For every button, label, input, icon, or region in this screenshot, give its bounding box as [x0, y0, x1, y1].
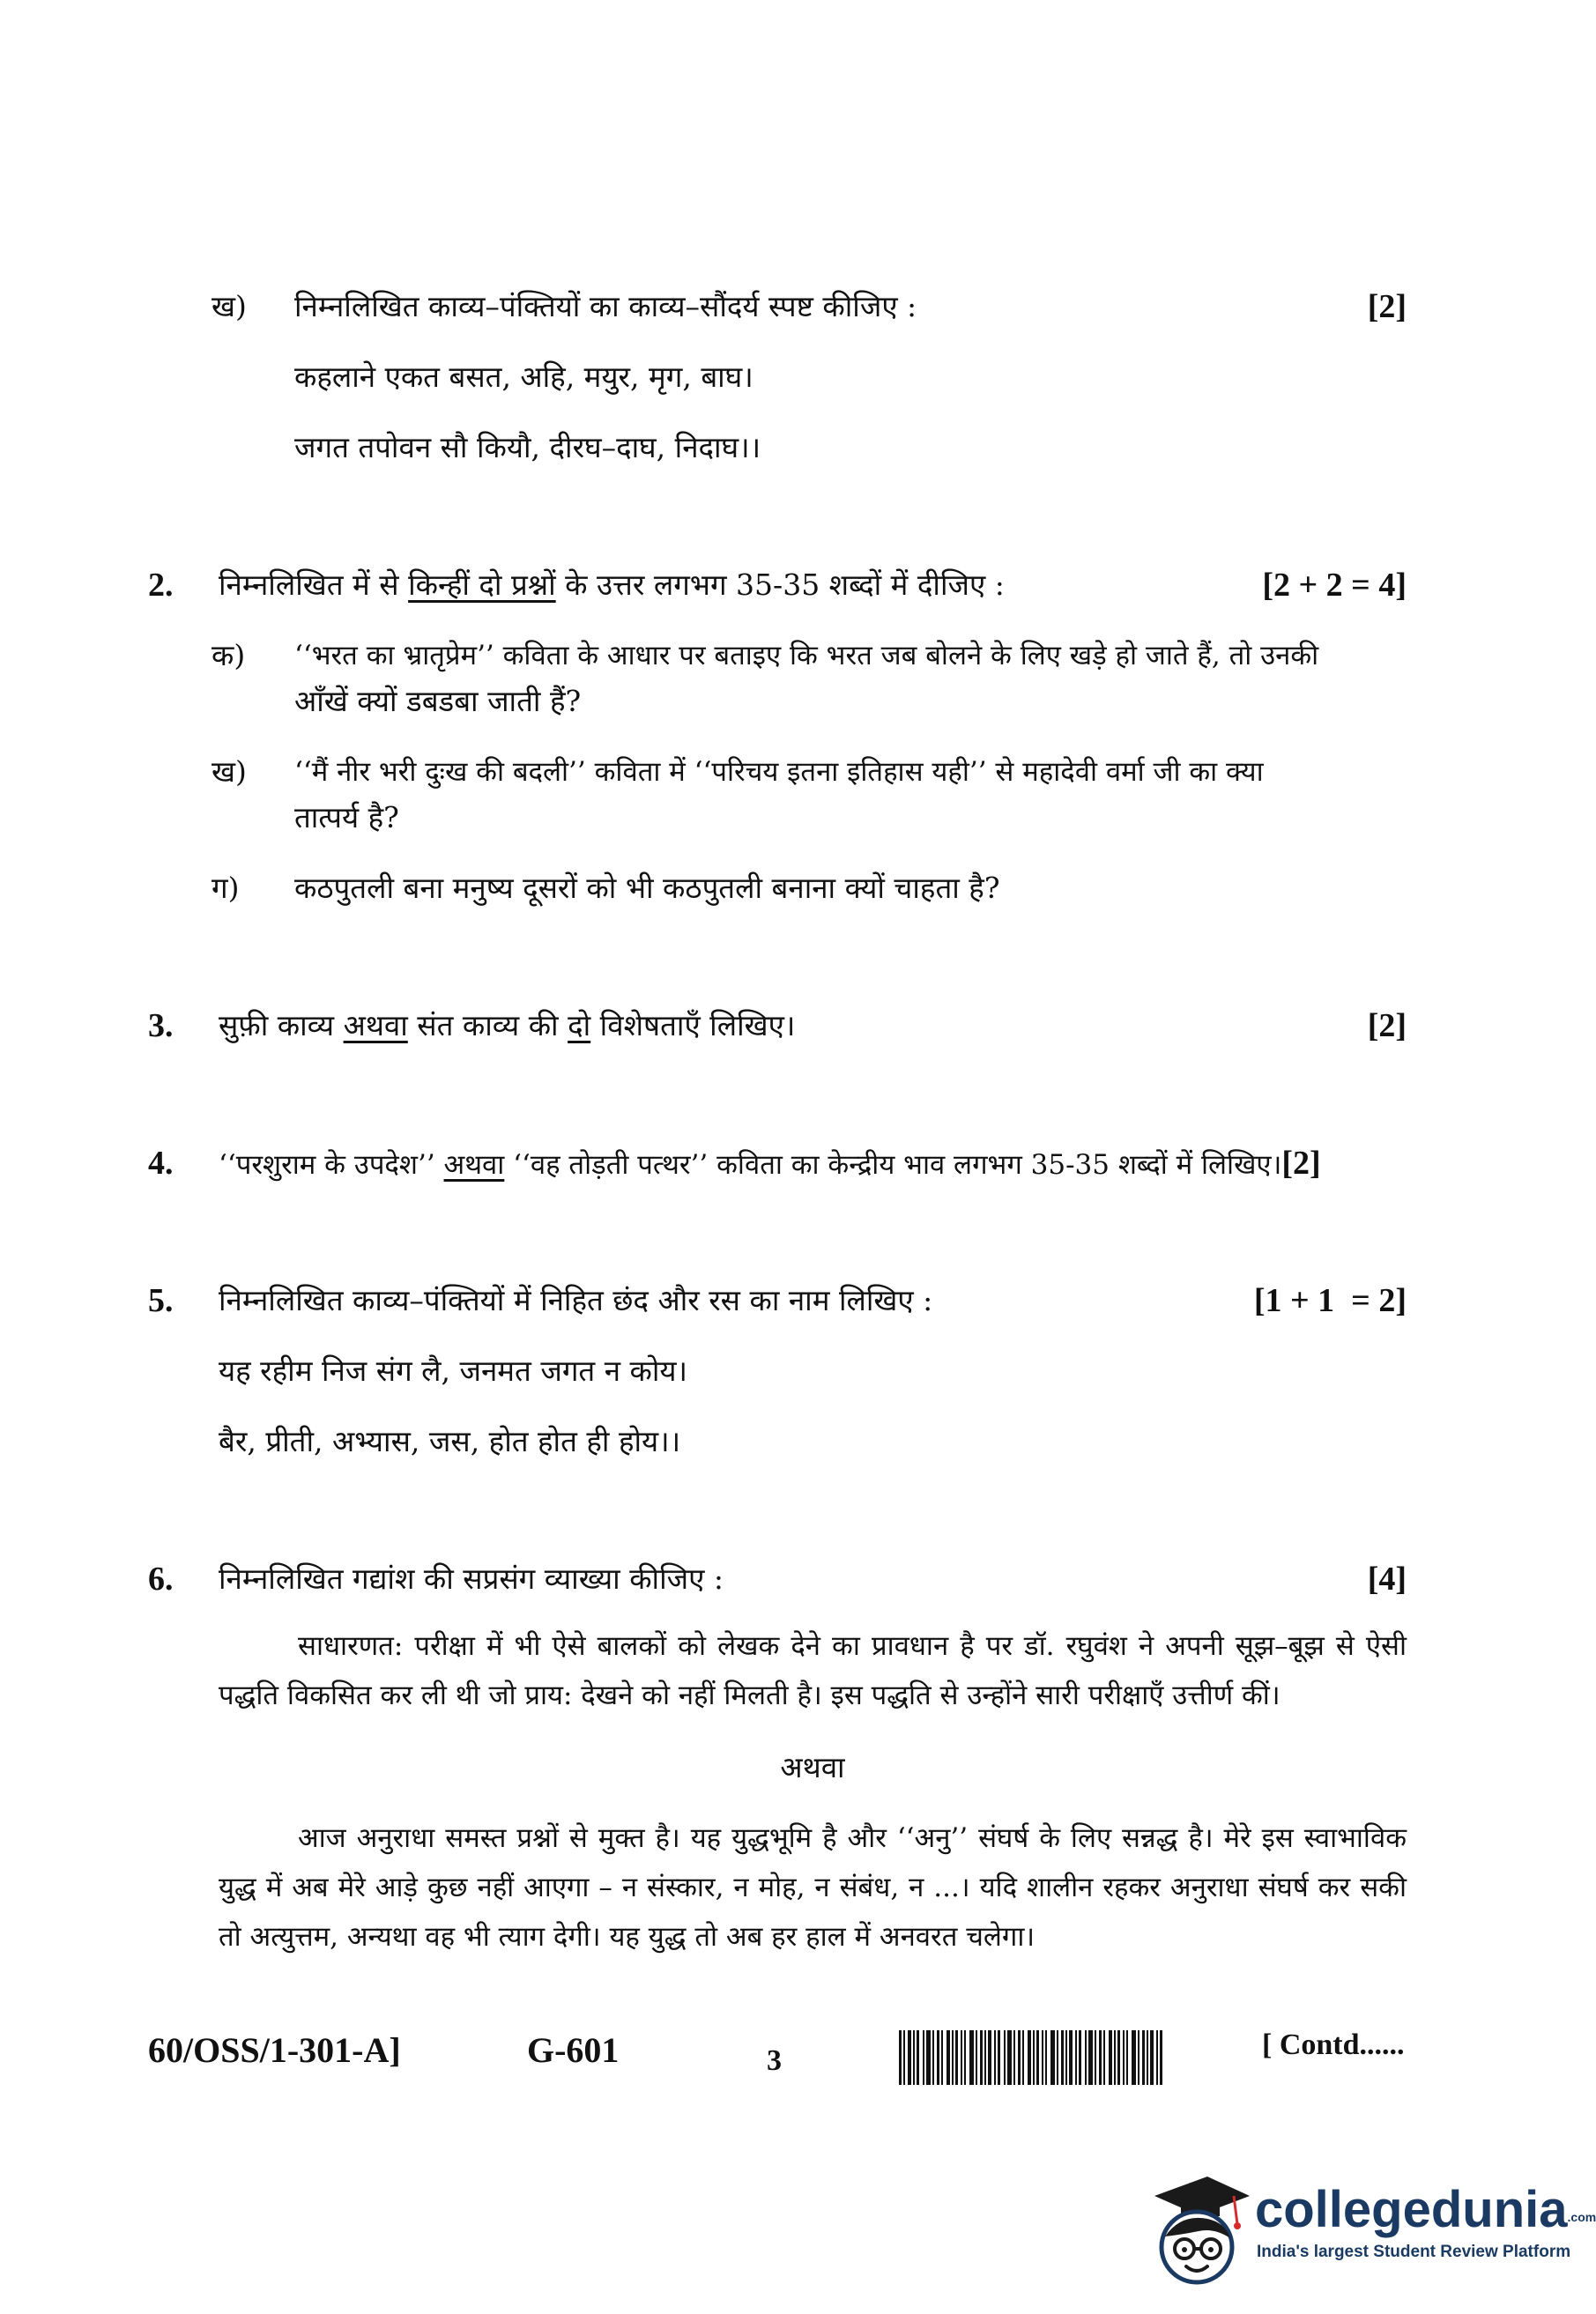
- q2-ga-label: ग): [212, 871, 240, 905]
- q5-line-2: बैर, प्रीती, अभ्यास, जस, होत होत ही होय।।: [219, 1424, 681, 1458]
- barcode: [899, 2030, 1234, 2085]
- q4-underlined-or: अथवा: [443, 1149, 505, 1181]
- collegedunia-mascot-icon: [1146, 2161, 1251, 2293]
- collegedunia-logo[interactable]: [1255, 2181, 1596, 2238]
- footer-page-number: 3: [767, 2044, 782, 2077]
- logo-tagline: India's largest Student Review Platform: [1257, 2243, 1571, 2261]
- q2-text-post: के उत्तर लगभग 35-35 शब्दों में दीजिए :: [555, 567, 1005, 602]
- q3-text: [219, 1006, 795, 1045]
- q1b-label: ख): [212, 289, 247, 323]
- q3-underlined-or: अथवा: [343, 1008, 408, 1042]
- q5-line-1: यह रहीम निज संग लै, जनमत जगत न कोय।: [219, 1354, 688, 1388]
- q2-kha-label: ख): [212, 754, 247, 789]
- q5-text: निम्नलिखित काव्य–पंक्तियों में निहित छंद और रस का नाम लिखिए :: [219, 1283, 933, 1317]
- q3-underlined-two: दो: [568, 1008, 591, 1042]
- q6-marks: [4]: [1367, 1561, 1407, 1598]
- q2-number: 2.: [148, 567, 174, 604]
- q2-ka-label: क): [212, 638, 246, 672]
- q1b-marks: [2]: [1367, 288, 1407, 325]
- q1b-line-1: कहलाने एकत बसत, अहि, मयुर, मृग, बाघ।: [294, 360, 753, 394]
- q1b-line-2: जगत तपोवन सौ कियौ, दीरघ–दाघ, निदाघ।।: [294, 430, 761, 464]
- logo-wordmark: collegedunia: [1255, 2181, 1568, 2238]
- q1b-text: निम्नलिखित काव्य–पंक्तियों का काव्य–सौंदर्य स्पष्ट कीजिए :: [294, 289, 917, 323]
- q4-number: 4.: [148, 1145, 174, 1182]
- q4-text: [219, 1144, 1321, 1184]
- q6-text: निम्नलिखित गद्यांश की सप्रसंग व्याख्या कीजिए :: [219, 1561, 724, 1596]
- q2-marks: [2 + 2 = 4]: [1262, 567, 1407, 604]
- q3-marks: [2]: [1367, 1007, 1407, 1044]
- logo-suffix: .com: [1567, 2210, 1596, 2224]
- q2-ga-line-1: कठपुतली बना मनुष्य दूसरों को भी कठपुतली बनाना क्यों चाहता है?: [294, 871, 1000, 905]
- footer-contd: [ Contd......: [1262, 2028, 1405, 2061]
- q3-text-2: संत काव्य की: [407, 1008, 568, 1042]
- q2-text-underlined: किन्हीं दो प्रश्नों: [408, 567, 556, 602]
- q2-kha-line-2: तात्पर्य है?: [294, 800, 399, 834]
- q3-text-3: विशेषताएँ लिखिए।: [590, 1008, 796, 1042]
- footer-code: 60/OSS/1-301-A]: [148, 2030, 401, 2070]
- q6-or: अथवा: [780, 1750, 845, 1784]
- q2-kha-line-1: ‘‘मैं नीर भरी दुःख की बदली’’ कविता में ‘‘परिचय इतना इतिहास यही’’ से महादेवी वर्मा जी का क्या: [294, 756, 1264, 788]
- q4-text-2: ‘‘वह तोड़ती पत्थर’’ कविता का केन्द्रीय भाव लगभग 35-35 शब्दों में लिखिए।: [504, 1149, 1282, 1181]
- q6-passage-2: आज अनुराधा समस्त प्रश्नों से मुक्त है। यह युद्धभूमि है और ‘‘अनु’’ संघर्ष के लिए सन्नद्ध है। मेरे इस स्वाभाविक युद्ध में अब मेरे आड़े कुछ नहीं आएगा – न संस्कार, न मोह, न संबंध, न ...। यदि शालीन रहकर अनुराधा संघर्ष कर सकी तो अत्युत्तम, अन्यथा वह भी त्याग देगी। यह युद्ध तो अब हर हाल में अनवरत चलेगा।: [219, 1822, 1407, 1953]
- q5-marks: [1 + 1 = 2]: [1253, 1282, 1407, 1319]
- q6-passage-1: साधारणत: परीक्षा में भी ऐसे बालकों को लेखक देने का प्रावधान है पर डॉ. रघुवंश ने अपनी सूझ–बूझ से ऐसी पद्धति विकसित कर ली थी जो प्राय: देखने को नहीं मिलती है। इस पद्धति से उन्होंने सारी परीक्षाएँ उत्तीर्ण कीं।: [219, 1630, 1407, 1711]
- q4-marks: [2]: [1281, 1145, 1321, 1182]
- q4-text-1: ‘‘परशुराम के उपदेश’’: [219, 1149, 444, 1181]
- q2-text: [219, 566, 1005, 604]
- q3-number: 3.: [148, 1007, 174, 1044]
- q2-ka-line-2: आँखें क्यों डबडबा जाती हैं?: [294, 684, 582, 718]
- q3-text-1: सुफ़ी काव्य: [219, 1008, 344, 1042]
- q6-number: 6.: [148, 1561, 174, 1598]
- q2-text-pre: निम्नलिखित में से: [219, 567, 409, 602]
- q2-ka-line-1: ‘‘भरत का भ्रातृप्रेम’’ कविता के आधार पर बताइए कि भरत जब बोलने के लिए खड़े हो जाते हैं, तो उनकी: [294, 640, 1319, 671]
- footer-series: G-601: [527, 2030, 620, 2070]
- q5-number: 5.: [148, 1282, 174, 1319]
